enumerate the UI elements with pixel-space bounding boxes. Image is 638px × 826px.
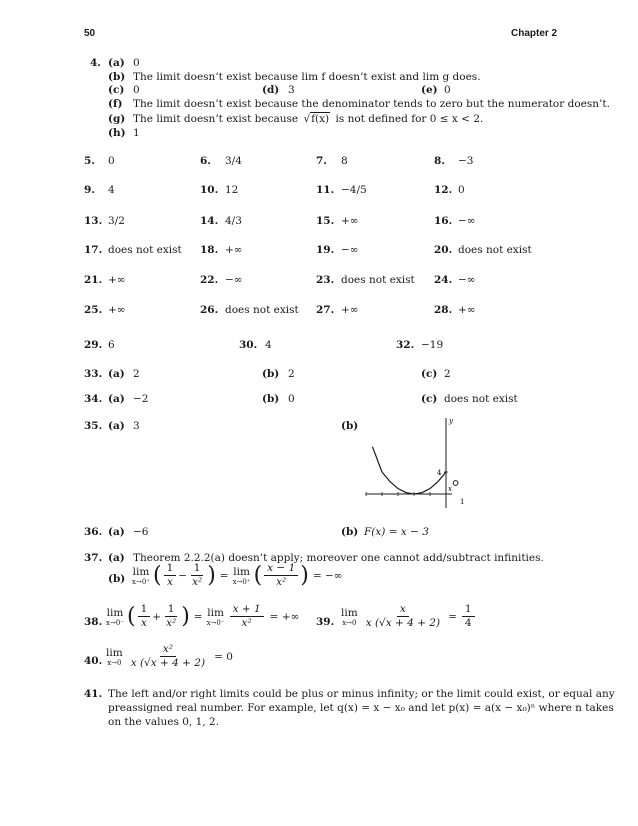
problem-number: 20. xyxy=(434,244,453,256)
q37b-label: (b) xyxy=(108,573,126,585)
problem-answer: 4/3 xyxy=(225,215,242,227)
open-point xyxy=(453,481,458,486)
problem-answer: −∞ xyxy=(225,274,243,286)
problem-number: 10. xyxy=(200,184,219,196)
q34a-answer: −2 xyxy=(133,393,149,405)
problem-number: 18. xyxy=(200,244,219,256)
problem-answer: +∞ xyxy=(341,304,359,316)
q4f-label: (f) xyxy=(108,98,123,110)
q4h-label: (h) xyxy=(108,127,126,139)
q30-answer: 4 xyxy=(265,339,272,351)
problem-number: 5. xyxy=(84,155,95,167)
q4e-answer: 0 xyxy=(444,84,451,96)
problem-answer: 0 xyxy=(108,155,115,167)
sqrt-icon: √ xyxy=(303,113,311,125)
q33a-label: (a) xyxy=(108,368,125,380)
problem-answer: 0 xyxy=(458,184,465,196)
q4a-answer: 0 xyxy=(133,57,140,69)
y-tick-label: 4 xyxy=(437,469,442,477)
problem-answer: 12 xyxy=(225,184,239,196)
q4g-text-post: is not defined for 0 ≤ x < 2. xyxy=(335,113,484,125)
problem-answer: 3/4 xyxy=(225,155,242,167)
q29-answer: 6 xyxy=(108,339,115,351)
q4h-answer: 1 xyxy=(133,127,140,139)
fraction: $\frac{1}{\text{x²}}$ xyxy=(192,562,203,588)
page-number: 50 xyxy=(84,28,96,39)
problem-number: 11. xyxy=(316,184,335,196)
q38-number: 38. xyxy=(84,616,103,628)
q4b-answer: The limit doesn’t exist because lim f doesn’t exist and lim g does. xyxy=(133,71,481,83)
problem-answer: −3 xyxy=(458,155,474,167)
problem-answer: +∞ xyxy=(108,304,126,316)
y-axis-label: y xyxy=(449,417,453,425)
problem-answer: −∞ xyxy=(458,274,476,286)
q36a-answer: −6 xyxy=(133,526,149,538)
limit-operator: lim x→0 xyxy=(106,646,123,667)
q34-number: 34. xyxy=(84,393,103,405)
q37b-expression: lim x→0⁺ ( $\frac{1}{x}$ − $\frac{1}{\text{x²}}$ ) = lim x→0⁺ ( $\frac{x - 1}{\text{x²}}$ ) = −∞ xyxy=(132,562,343,588)
sqrt-radicand: f(x) xyxy=(311,113,330,125)
q35-number: 35. xyxy=(84,420,103,432)
q4a-label: (a) xyxy=(108,57,125,69)
fraction: $\frac{x + 1}{\text{x²}}$ xyxy=(230,604,264,629)
q4g-label: (g) xyxy=(108,113,126,125)
limit-operator: lim x→0⁺ xyxy=(132,565,150,586)
fraction: $\frac{1}{\text{x²}}$ xyxy=(166,603,177,629)
limit-operator: lim x→0⁺ xyxy=(232,565,251,586)
q34b-answer: 0 xyxy=(288,393,295,405)
problem-number: 8. xyxy=(434,155,445,167)
q36b-label: (b) xyxy=(341,526,359,538)
q34a-label: (a) xyxy=(108,393,125,405)
sqrt-expression xyxy=(303,113,330,125)
fraction: $\frac{x - 1}{\text{x²}}$ xyxy=(264,563,298,588)
q41-line3: on the values 0, 1, 2. xyxy=(108,716,219,728)
problem-number: 13. xyxy=(84,215,103,227)
q4-number: 4. xyxy=(90,57,101,69)
fraction: $\frac{\text{x²}}{x (√x + 4 + 2)}$ xyxy=(130,643,206,669)
x-axis-label: x xyxy=(448,485,452,493)
limit-operator: lim x→0⁻ xyxy=(106,606,124,627)
problem-answer: 3/2 xyxy=(108,215,125,227)
curve-series-1 xyxy=(372,447,414,494)
q37-number: 37. xyxy=(84,552,103,564)
q32-number: 32. xyxy=(396,339,415,351)
q35b-graph xyxy=(360,412,465,512)
q33c-label: (c) xyxy=(421,368,438,380)
problem-number: 19. xyxy=(316,244,335,256)
q4f-answer: The limit doesn’t exist because the denominator tends to zero but the numerator doesn’t. xyxy=(133,98,610,110)
fraction: $\frac{1}{x}$ xyxy=(138,604,151,629)
q32-answer: −19 xyxy=(421,339,444,351)
q34b-label: (b) xyxy=(262,393,280,405)
chapter-title: Chapter 2 xyxy=(511,28,558,39)
q39-number: 39. xyxy=(316,616,335,628)
graph-curves xyxy=(372,447,458,494)
problem-answer: 8 xyxy=(341,155,348,167)
problem-answer: +∞ xyxy=(341,215,359,227)
q37a-label: (a) xyxy=(108,552,125,564)
problem-number: 22. xyxy=(200,274,219,286)
q4c-label: (c) xyxy=(108,84,125,96)
problem-answer: +∞ xyxy=(225,244,243,256)
q37a-answer: Theorem 2.2.2(a) doesn’t apply; moreover one cannot add/subtract infinities. xyxy=(133,552,544,564)
problem-number: 6. xyxy=(200,155,211,167)
problem-answer: 4 xyxy=(108,184,115,196)
problem-number: 25. xyxy=(84,304,103,316)
fraction: $\frac{1}{4}$ xyxy=(462,604,475,629)
limit-operator: lim x→0⁻ xyxy=(206,606,225,627)
graph-labels xyxy=(437,417,464,506)
q38-expression: lim x→0⁻ ( $\frac{1}{x}$ + $\frac{1}{\text{x²}}$ ) = lim x→0⁻ $\frac{x + 1}{\text{x²}}$ = +∞ xyxy=(106,603,300,629)
problem-number: 24. xyxy=(434,274,453,286)
problem-number: 16. xyxy=(434,215,453,227)
q35a-answer: 3 xyxy=(133,420,140,432)
problem-answer: −4/5 xyxy=(341,184,367,196)
q29-number: 29. xyxy=(84,339,103,351)
q33a-answer: 2 xyxy=(133,368,140,380)
q4e-label: (e) xyxy=(421,84,438,96)
problem-number: 9. xyxy=(84,184,95,196)
limit-operator: lim x→0 xyxy=(341,606,358,627)
q36-number: 36. xyxy=(84,526,103,538)
q36b-answer: F(x) = x − 3 xyxy=(364,526,429,538)
q34c-label: (c) xyxy=(421,393,438,405)
problem-answer: does not exist xyxy=(108,244,182,256)
problem-answer: does not exist xyxy=(225,304,299,316)
q30-number: 30. xyxy=(239,339,258,351)
problem-number: 28. xyxy=(434,304,453,316)
problem-number: 12. xyxy=(434,184,453,196)
problem-number: 23. xyxy=(316,274,335,286)
q40-expression: lim x→0 $\frac{\text{x²}}{x (√x + 4 + 2)}$ = 0 xyxy=(106,643,233,669)
q33b-answer: 2 xyxy=(288,368,295,380)
problem-number: 21. xyxy=(84,274,103,286)
q33b-label: (b) xyxy=(262,368,280,380)
q41-line1: The left and/or right limits could be plus or minus infinity; or the limit could exist, or equal any xyxy=(108,688,615,700)
q4b-label: (b) xyxy=(108,71,126,83)
fraction: $\frac{x}{x (√x + 4 + 2)}$ xyxy=(365,603,441,629)
q41-line2: preassigned real number. For example, let q(x) = x − x₀ and let p(x) = a(x − x₀)ⁿ where n takes xyxy=(108,702,614,714)
q34c-answer: does not exist xyxy=(444,393,518,405)
q4g-answer xyxy=(133,113,483,125)
q41-number: 41. xyxy=(84,688,103,700)
problem-answer: +∞ xyxy=(108,274,126,286)
problem-answer: does not exist xyxy=(341,274,415,286)
problem-answer: −∞ xyxy=(341,244,359,256)
q39-expression: lim x→0 $\frac{x}{x (√x + 4 + 2)}$ = $\frac{1}{4}$ xyxy=(341,604,477,629)
problem-number: 26. xyxy=(200,304,219,316)
fraction: $\frac{1}{x}$ xyxy=(164,563,177,588)
problem-answer: +∞ xyxy=(458,304,476,316)
problem-number: 14. xyxy=(200,215,219,227)
problem-answer: −∞ xyxy=(458,215,476,227)
x-tick-label: 1 xyxy=(460,498,465,506)
q4g-text-pre: The limit doesn’t exist because xyxy=(133,113,299,125)
q40-number: 40. xyxy=(84,655,103,667)
problem-answer: does not exist xyxy=(458,244,532,256)
problem-number: 7. xyxy=(316,155,327,167)
problem-number: 27. xyxy=(316,304,335,316)
q35a-label: (a) xyxy=(108,420,125,432)
q35b-label: (b) xyxy=(341,420,359,432)
q33-number: 33. xyxy=(84,368,103,380)
problem-number: 17. xyxy=(84,244,103,256)
q4c-answer: 0 xyxy=(133,84,140,96)
q4d-answer: 3 xyxy=(288,84,295,96)
q33c-answer: 2 xyxy=(444,368,451,380)
problem-number: 15. xyxy=(316,215,335,227)
q36a-label: (a) xyxy=(108,526,125,538)
q4d-label: (d) xyxy=(262,84,280,96)
